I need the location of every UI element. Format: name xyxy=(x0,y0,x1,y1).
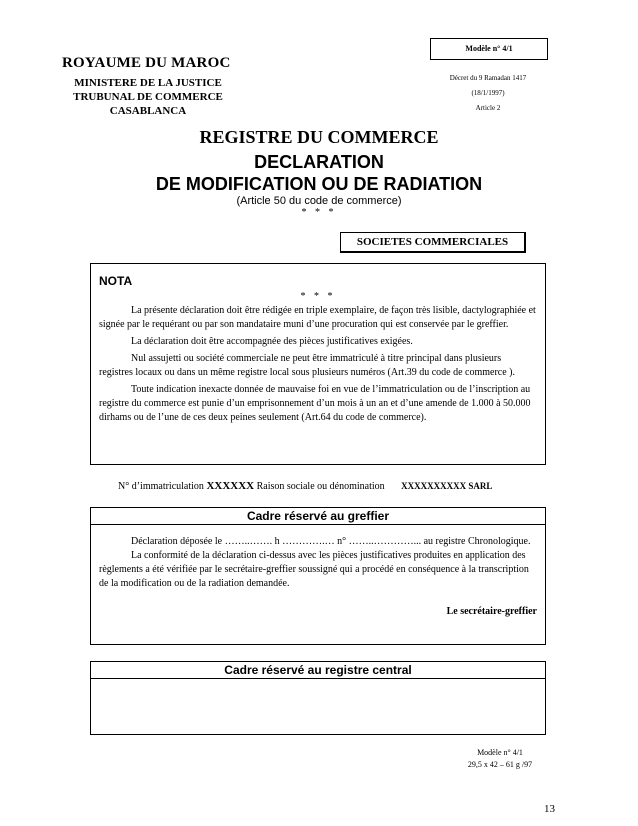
ministry: MINISTERE DE LA JUSTICE xyxy=(74,77,222,89)
footer-format: 29,5 x 42 – 61 g /97 xyxy=(467,760,533,769)
greffier-box xyxy=(90,507,546,645)
nota-paragraph-2: La déclaration doit être accompagnée des pièces justificatives exigées. xyxy=(131,336,413,347)
raison-sociale-value: XXXXXXXXXX SARL xyxy=(401,481,493,491)
nota-stars: * * * xyxy=(300,291,336,302)
decret-article: Article 2 xyxy=(475,104,501,112)
modele-box: Modèle n° 4/1 xyxy=(430,38,548,60)
immatriculation-value: XXXXXX xyxy=(206,480,255,492)
footer-modele: Modèle n° 4/1 xyxy=(477,748,523,757)
nota-paragraph-1: La présente déclaration doit être rédigée en triple exemplaire, de façon très lisible, dactylographiée et signée par le requérant ou par son mandataire muni d’une procuration qui est conservée par le greffier. xyxy=(99,305,536,330)
immatriculation-line xyxy=(118,480,492,492)
decret-date: (18/1/1997) xyxy=(471,89,505,97)
declaration-title: DECLARATION xyxy=(254,152,384,172)
kingdom-title: ROYAUME DU MAROC xyxy=(62,55,231,71)
nota-title: NOTA xyxy=(99,274,133,288)
nota-paragraph-3: Nul assujetti ou société commerciale ne peut être immatriculé à titre principal dans plusieurs registres locaux ou dans un même registre local sous plusieurs numéros (Art.39 du code de commerce ). xyxy=(99,353,515,378)
tribunal: TRUBUNAL DE COMMERCE xyxy=(73,91,223,103)
greffier-heading: Cadre réservé au greffier xyxy=(91,508,545,525)
city: CASABLANCA xyxy=(109,105,187,117)
page-number: 13 xyxy=(544,803,555,815)
greffier-signature: Le secrétaire-greffier xyxy=(446,606,537,617)
modification-title: DE MODIFICATION OU DE RADIATION xyxy=(155,174,483,194)
category-box: SOCIETES COMMERCIALES xyxy=(340,232,526,253)
central-box xyxy=(90,661,546,735)
nota-paragraph-4: Toute indication inexacte donnée de mauvaise foi en vue de l’immatriculation ou de l’inscription au registre du commerce est punie d’un emprisonnement d’un mois à un an et d’une amende de 1.000 à 50.000 dirhams ou de l’une de ces deux peines seulement (Art.64 du code de commerce). xyxy=(99,384,531,423)
article-reference: (Article 50 du code de commerce) xyxy=(236,195,402,207)
register-title: REGISTRE DU COMMERCE xyxy=(199,127,439,147)
raison-sociale-label: Raison sociale ou dénomination xyxy=(256,481,385,492)
greffier-paragraph-2: La conformité de la déclaration ci-dessus avec les pièces justificatives produites en application des règlements a été vérifiée par le secrétaire-greffier soussigné qui a procédé en conséquence à la transcription de la modification ou de la radiation demandée. xyxy=(99,550,529,589)
central-heading: Cadre réservé au registre central xyxy=(91,662,545,679)
title-stars: * * * xyxy=(301,207,337,218)
decret-text: Décret du 9 Ramadan 1417 xyxy=(449,74,527,82)
greffier-paragraph-1: Déclaration déposée le ……..……. h ………….… n° ……..…………... au registre Chronologique. xyxy=(131,536,531,547)
immatriculation-label: N° d’immatriculation xyxy=(118,481,204,492)
footer xyxy=(440,747,560,771)
nota-box xyxy=(90,263,546,465)
